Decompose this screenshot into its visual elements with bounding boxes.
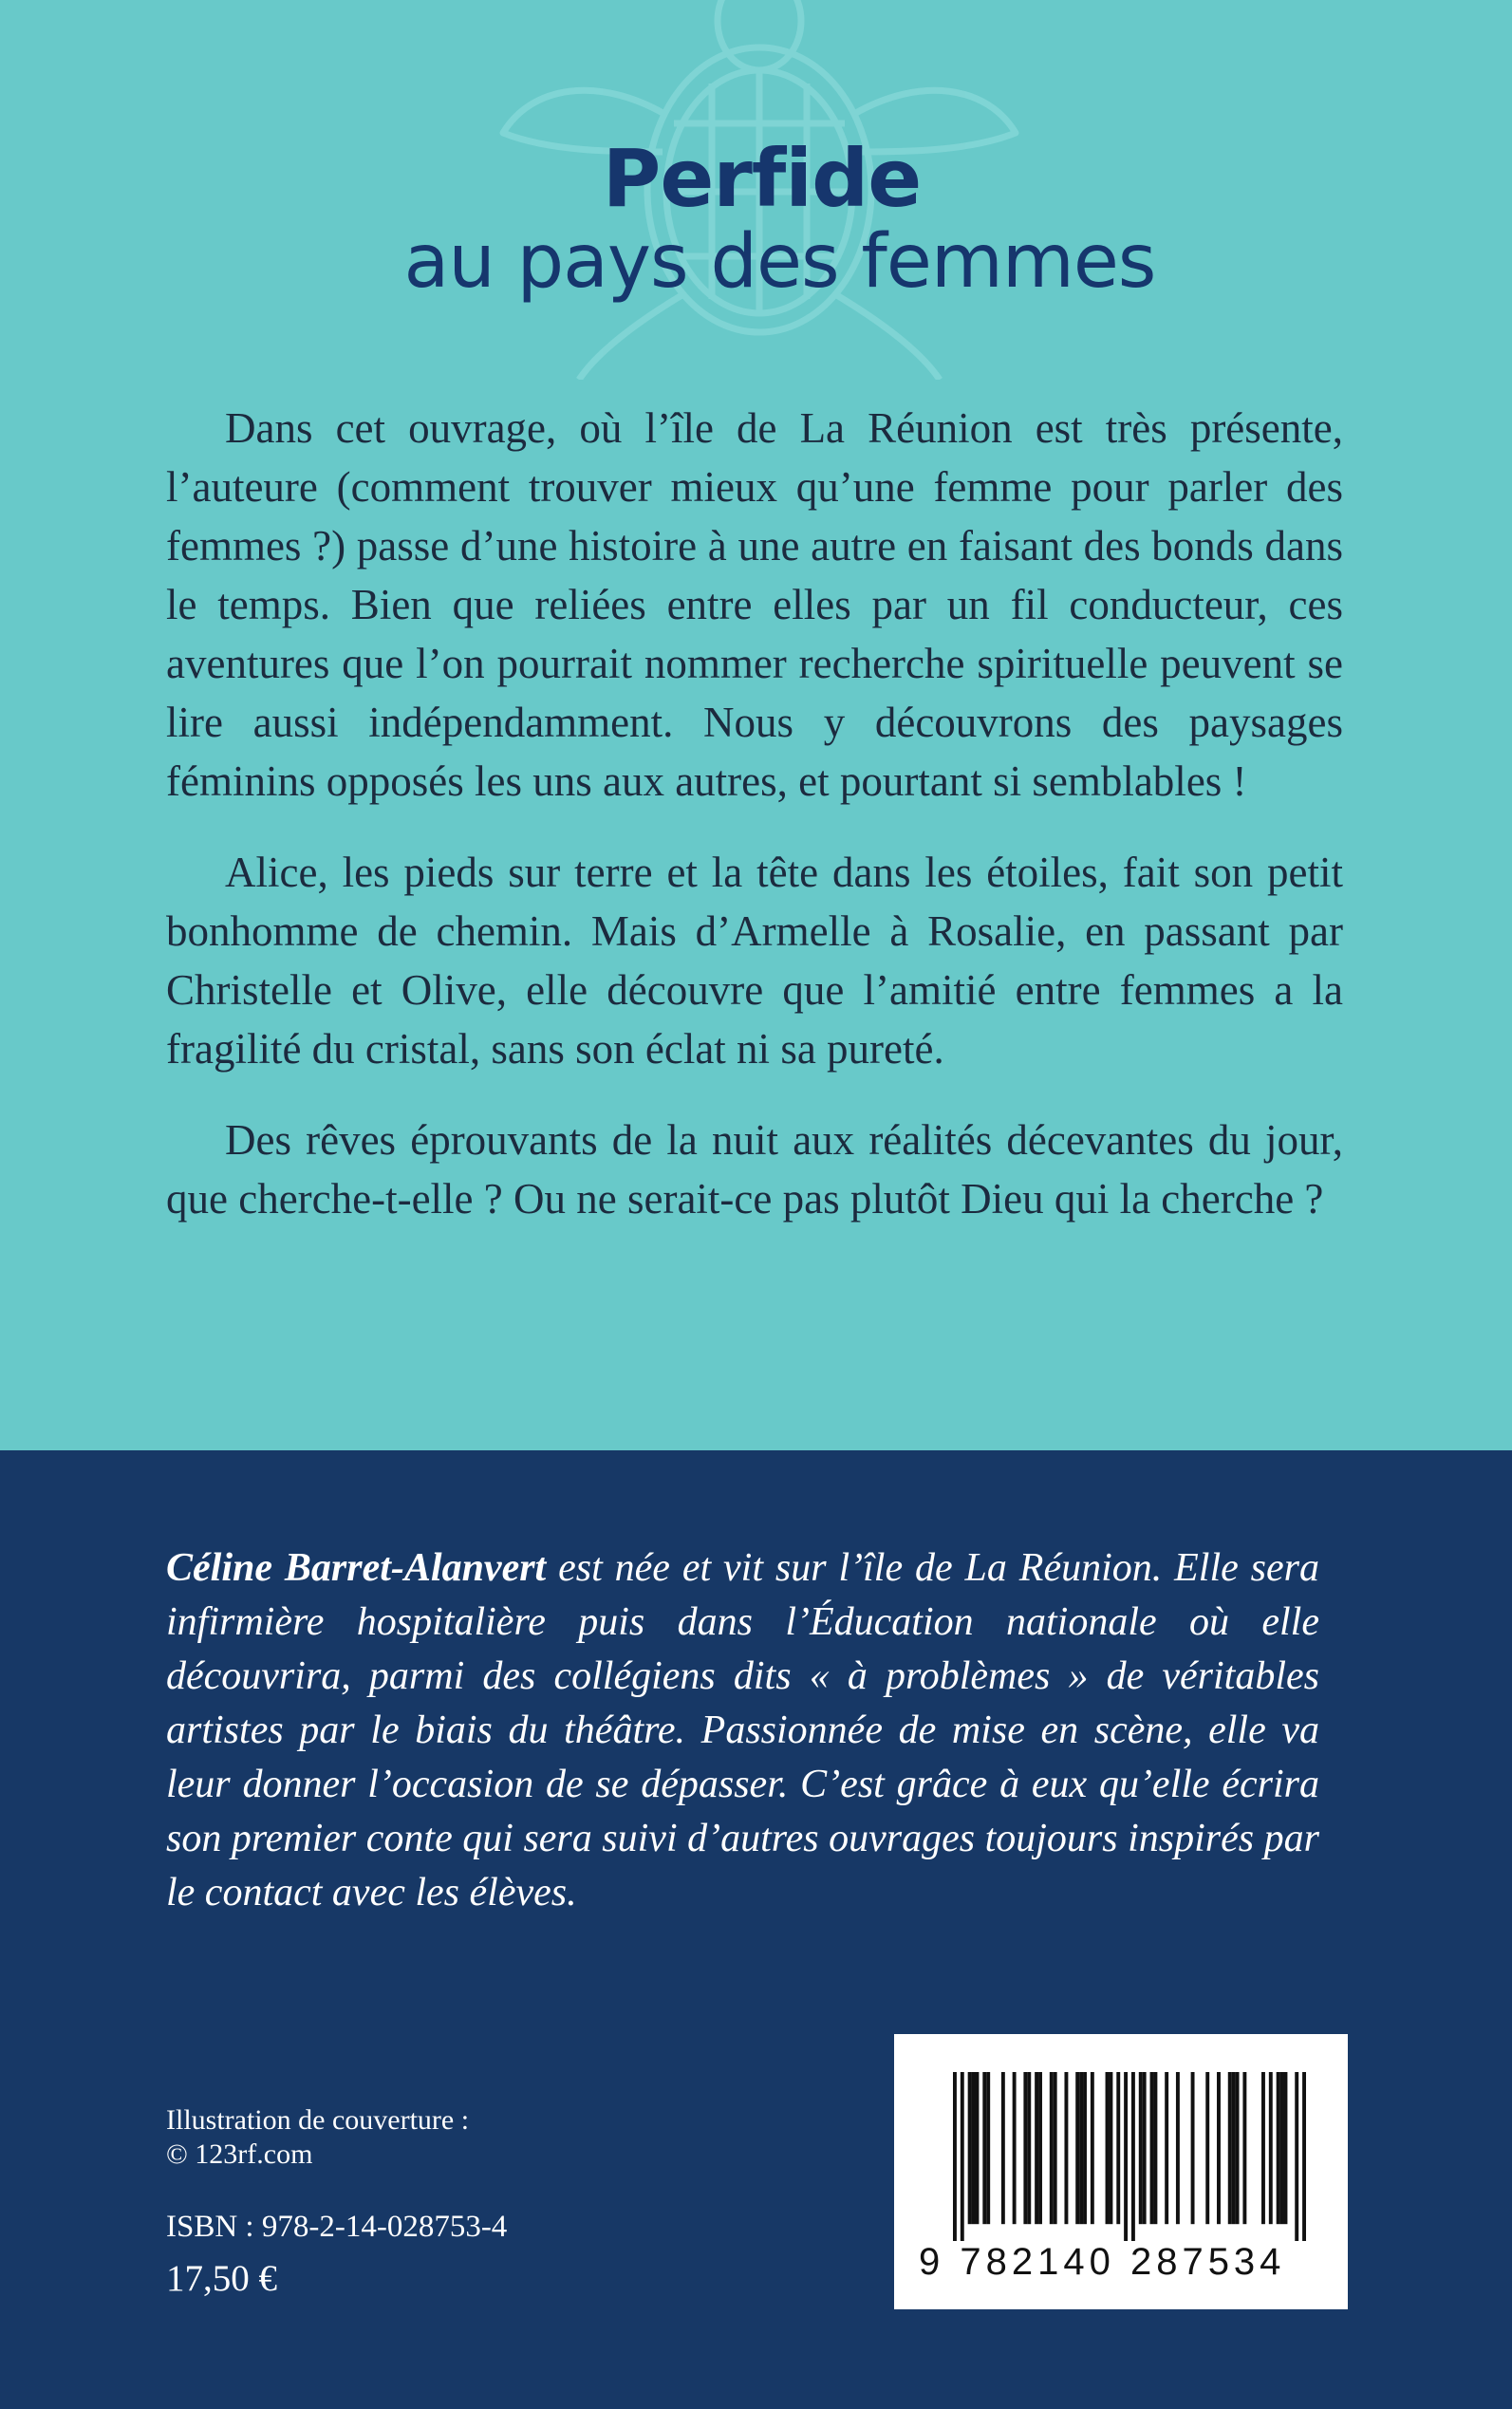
barcode-bar bbox=[1232, 2072, 1236, 2224]
barcode-bar bbox=[1295, 2072, 1298, 2241]
barcode-bar bbox=[1143, 2072, 1147, 2224]
barcode-bar bbox=[1106, 2072, 1110, 2224]
barcode-bar bbox=[1139, 2072, 1143, 2224]
barcode-bar bbox=[1038, 2072, 1042, 2224]
barcode-bar bbox=[1083, 2072, 1087, 2224]
author-bio bbox=[166, 1541, 1319, 1920]
barcode-bar bbox=[1013, 2072, 1017, 2224]
barcode-bar bbox=[1079, 2072, 1083, 2224]
barcode-bar bbox=[1116, 2072, 1120, 2224]
author-name: Céline Barret-Alanvert bbox=[166, 1546, 547, 1590]
barcode-bar bbox=[1176, 2072, 1180, 2224]
barcode-bars bbox=[953, 2072, 1306, 2241]
blurb-paragraph: Alice, les pieds sur terre et la tête dans les étoiles, fait son petit bonhomme de chemin. Mais d’Armelle à Rosalie, en passant par Christelle et Olive, elle découvre que l’amitié entre femmes a la fragilité du cristal, sans son éclat ni sa pureté. bbox=[166, 849, 1343, 1073]
barcode-bar bbox=[1027, 2072, 1031, 2224]
book-title: Perfide bbox=[602, 132, 922, 225]
barcode-bar bbox=[1191, 2072, 1195, 2224]
barcode-bar bbox=[1001, 2072, 1005, 2224]
barcode-bar bbox=[1302, 2072, 1306, 2241]
barcode-bar bbox=[1075, 2072, 1079, 2224]
illustration-credits bbox=[166, 2103, 469, 2172]
barcode-bar bbox=[975, 2072, 979, 2224]
barcode-bar bbox=[1054, 2072, 1057, 2224]
barcode-bar bbox=[1131, 2072, 1135, 2241]
barcode-digits: 9 782140 287534 bbox=[919, 2241, 1286, 2283]
barcode-bar bbox=[1165, 2072, 1168, 2224]
blurb-paragraph: Dans cet ouvrage, où l’île de La Réunion est très présente, l’auteure (comment trouver mieux qu’une femme pour parler des femmes ?) passe d’une histoire à une autre en faisant des bonds dans le temps. Bien que reliées entre elles par un fil conducteur, ces aventures que l’on pourrait nommer recherche spirituelle peuvent se lire aussi indépendamment. Nous y découvrons des paysages féminins opposés les uns aux autres, et pourtant si semblables ! bbox=[166, 404, 1343, 805]
lower-cover-panel bbox=[0, 1450, 1512, 2409]
isbn: ISBN : 978-2-14-028753-4 bbox=[166, 2210, 508, 2244]
barcode-bar bbox=[1023, 2072, 1027, 2224]
barcode-bar bbox=[972, 2072, 976, 2224]
barcode-bar bbox=[953, 2072, 957, 2241]
barcode-bar bbox=[1050, 2072, 1054, 2224]
barcode-bar bbox=[1242, 2072, 1246, 2224]
barcode-bar bbox=[1035, 2072, 1038, 2224]
author-bio-text: est née et vit sur l’île de La Réunion. Elle sera infirmière hospitalière puis dans l’Éducation nationale où elle découvrira, parmi des collégiens dits « à problèmes » de véritables artistes par le biais du théâtre. Passionnée de mise en scène, elle va leur donner l’occasion de se dépasser. C’est grâce à eux qu’elle écrira son premier conte qui sera suivi d’autres ouvrages toujours inspirés par le contact avec les élèves. bbox=[166, 1546, 1320, 1914]
barcode-bar bbox=[1228, 2072, 1232, 2224]
barcode-bar bbox=[1153, 2072, 1157, 2224]
credits-source: © 123rf.com bbox=[166, 2138, 313, 2170]
barcode bbox=[894, 2034, 1348, 2309]
book-subtitle: au pays des femmes bbox=[403, 219, 1156, 305]
credits-label: Illustration de couverture : bbox=[166, 2104, 470, 2136]
barcode-bar bbox=[1217, 2072, 1221, 2224]
barcode-bar bbox=[1280, 2072, 1284, 2224]
back-cover-blurb bbox=[166, 399, 1343, 1261]
barcode-bar bbox=[961, 2072, 964, 2241]
barcode-bar bbox=[1150, 2072, 1154, 2224]
barcode-bar bbox=[1277, 2072, 1280, 2224]
price: 17,50 € bbox=[166, 2258, 277, 2299]
barcode-bar bbox=[986, 2072, 990, 2224]
barcode-bar bbox=[1236, 2072, 1240, 2224]
barcode-bar bbox=[1205, 2072, 1209, 2224]
barcode-bar bbox=[1091, 2072, 1094, 2224]
barcode-bar bbox=[1269, 2072, 1273, 2224]
barcode-bar bbox=[982, 2072, 986, 2224]
barcode-bar bbox=[1064, 2072, 1068, 2224]
barcode-bar bbox=[1284, 2072, 1288, 2224]
barcode-bar bbox=[1124, 2072, 1128, 2241]
barcode-bar bbox=[1261, 2072, 1265, 2224]
barcode-bar bbox=[968, 2072, 972, 2224]
blurb-paragraph: Des rêves éprouvants de la nuit aux réalités décevantes du jour, que cherche-t-elle ? Ou ne serait-ce pas plutôt Dieu qui la cherche ? bbox=[166, 1116, 1343, 1223]
barcode-bar bbox=[1109, 2072, 1112, 2224]
